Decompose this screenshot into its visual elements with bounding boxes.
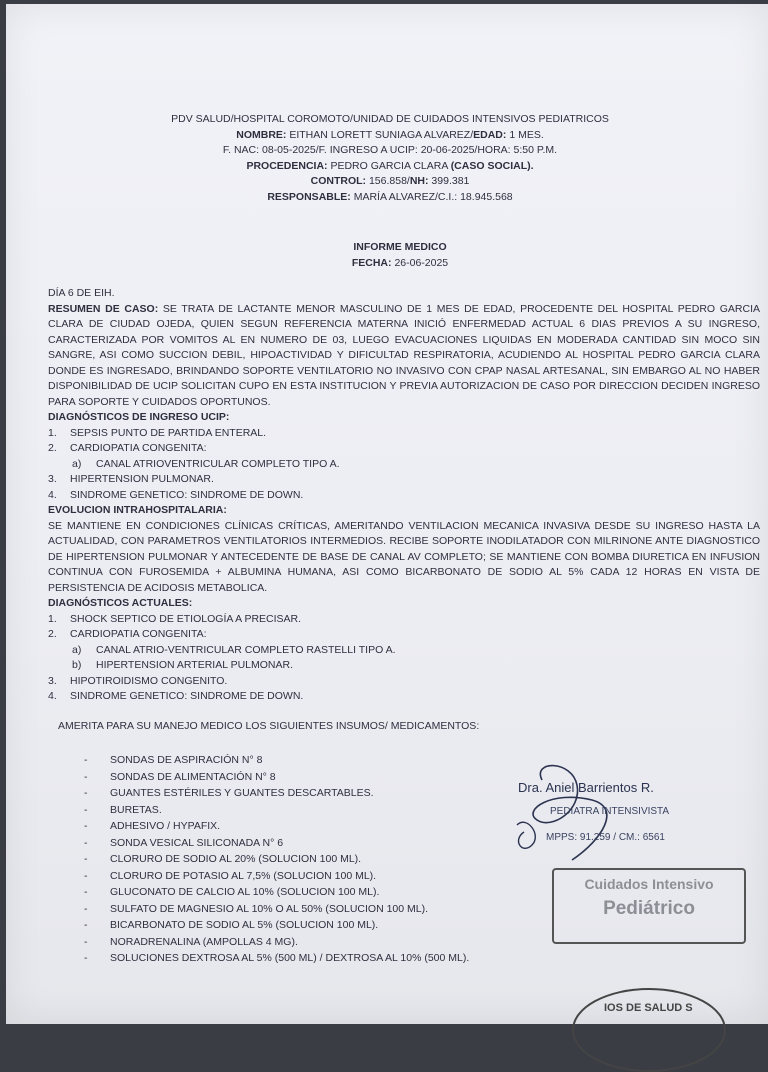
list-item: 4. SINDROME GENETICO: SINDROME DE DOWN. <box>48 488 304 501</box>
seal-text: IOS DE SALUD S <box>604 1002 693 1014</box>
list-item: 1. SEPSIS PUNTO DE PARTIDA ENTERAL. <box>48 426 267 439</box>
fecha-value: 26-06-2025 <box>394 256 449 269</box>
control-line <box>150 174 630 190</box>
signature-role: PEDIATRA INTENSIVISTA <box>550 806 670 817</box>
stamp-line2: Pediátrico <box>603 898 695 919</box>
supply-item: - BICARBONATO DE SODIO AL 5% (SOLUCION 100 ML). <box>84 919 379 931</box>
sub-list-item: a) CANAL ATRIO-VENTRICULAR COMPLETO RASTELLI TIPO A. <box>72 643 396 656</box>
supply-item: - CLORURO DE POTASIO AL 7,5% (SOLUCION 100 ML). <box>84 869 377 882</box>
resumen-label: RESUMEN DE CASO: <box>48 302 159 315</box>
supply-item: - SONDAS DE ASPIRACIÓN N° 8 <box>84 754 263 766</box>
supply-item: - GUANTES ESTÉRILES Y GUANTES DESCARTABLES. <box>84 787 374 799</box>
control-value: 156.858/ <box>368 175 410 187</box>
supply-item: - GLUCONATO DE CALCIO AL 10% (SOLUCION 100 ML). <box>84 886 380 898</box>
sub-list-item: a) CANAL ATRIOVENTRICULAR COMPLETO TIPO A. <box>72 457 340 470</box>
nombre-label: NOMBRE: <box>236 128 287 141</box>
document-header <box>150 112 630 205</box>
supplies-list <box>84 752 530 967</box>
report-title: INFORME MEDICO <box>353 241 447 253</box>
report-body <box>48 286 760 734</box>
procedencia-extra: (CASO SOCIAL). <box>450 159 534 172</box>
procedencia-label: PROCEDENCIA: <box>246 159 328 172</box>
unit-stamp <box>552 868 746 944</box>
list-item: 2. CARDIOPATIA CONGENITA: <box>48 442 207 454</box>
stamp-line1: Cuidados Intensivo <box>584 876 714 892</box>
supply-item: - CLORURO DE SODIO AL 20% (SOLUCION 100 ML). <box>84 853 362 865</box>
supply-item: - SULFATO DE MAGNESIO AL 10% O AL 50% (SOLUCION 100 ML). <box>84 902 429 915</box>
nh-label: NH: <box>409 175 429 187</box>
supply-item: - ADHESIVO / HYPAFIX. <box>84 820 221 832</box>
list-item: 3. HIPOTIROIDISMO CONGENITO. <box>48 674 228 687</box>
official-seal <box>572 988 726 1072</box>
patient-name-line <box>150 128 630 144</box>
fecha-label: FECHA: <box>351 256 392 269</box>
dx-ingreso-label: DIAGNÓSTICOS DE INGRESO UCIP: <box>48 411 230 423</box>
procedencia-line <box>150 159 630 175</box>
dia-line: DÍA 6 DE EIH. <box>48 287 115 299</box>
evolucion-label: EVOLUCION INTRAHOSPITALARIA: <box>48 504 227 516</box>
list-item: 4. SINDROME GENETICO: SINDROME DE DOWN. <box>48 690 304 702</box>
responsable-line <box>150 190 630 206</box>
edad-label: EDAD: <box>473 128 507 141</box>
evolucion-paragraph: SE MANTIENE EN CONDICIONES CLÍNICAS CRÍTICAS, AMERITANDO VENTILACION MECANICA INVASIVA DESDE SU INGRESO HASTA LA ACTUALIDAD, CON PARAMETROS VENTILATORIOS INTERMEDIOS. RECIBE SOPORTE INODILATADOR CON MILRINONE ANTE DIAGNOSTICO DE HIPERTENSION PULMONAR Y ANTECEDENTE DE BASE DE CANAL AV COMPLETO; SE MANTIENE CON BOMBA DIURETICA EN INFUSION CONTINUA CON FUROSEMIDA + ALBUMINA HUMANA, ASI COMO BICARBONATO DE SODIO AL 5% CADA 12 HORAS EN VISTA DE PERSISTENCIA DE ACIDOSIS METABOLICA. <box>48 519 760 594</box>
report-title-block <box>300 240 500 271</box>
nh-value: 399.381 <box>431 175 470 187</box>
institution-line: PDV SALUD/HOSPITAL COROMOTO/UNIDAD DE CUIDADOS INTENSIVOS PEDIATRICOS <box>171 113 609 125</box>
dx-ingreso-list <box>48 426 760 504</box>
list-item: 3. HIPERTENSION PULMONAR. <box>48 473 214 485</box>
edad-value: 1 MES. <box>509 128 544 141</box>
nombre-value: EITHAN LORETT SUNIAGA ALVAREZ/ <box>289 128 474 141</box>
amerita-line: AMERITA PARA SU MANEJO MEDICO LOS SIGUIENTES INSUMOS/ MEDICAMENTOS: <box>58 719 480 732</box>
supply-item: - SONDAS DE ALIMENTACIÓN N° 8 <box>84 770 276 783</box>
procedencia-value: PEDRO GARCIA CLARA <box>330 159 448 172</box>
responsable-label: RESPONSABLE: <box>267 190 351 203</box>
control-label: CONTROL: <box>310 175 367 187</box>
supply-item: - SOLUCIONES DEXTROSA AL 5% (500 ML) / DEXTROSA AL 10% (500 ML). <box>84 952 470 964</box>
dates-line: F. NAC: 08-05-2025/F. INGRESO A UCIP: 20-06-2025/HORA: 5:50 P.M. <box>222 144 558 156</box>
report-date <box>300 256 500 272</box>
signature-name: Dra. Aniel Barrientos R. <box>518 780 654 795</box>
list-item: 2. CARDIOPATIA CONGENITA: <box>48 628 207 640</box>
dx-actuales-list <box>48 612 760 705</box>
supply-item: - BURETAS. <box>84 803 162 816</box>
dx-actuales-label: DIAGNÓSTICOS ACTUALES: <box>48 597 193 609</box>
resumen-paragraph <box>48 302 760 411</box>
supply-item: - SONDA VESICAL SILICONADA N° 6 <box>84 836 284 849</box>
responsable-value: MARÍA ALVAREZ/C.I.: 18.945.568 <box>353 190 513 203</box>
sub-list-item: b) HIPERTENSION ARTERIAL PULMONAR. <box>72 659 294 671</box>
resumen-text: SE TRATA DE LACTANTE MENOR MASCULINO DE 1 MES DE EDAD, PROCEDENTE DEL HOSPITAL PEDRO GARCIA CLARA DE CIUDAD OJEDA, QUIEN SEGUN REFERENCIA MATERNA INICIÓ ENFERMEDAD ACTUAL 6 DIAS PREVIOS A SU INGRESO, CARACTERIZADA POR VOMITOS AL EN NUMERO DE 03, LUEGO EVACUACIONES LIQUIDAS EN MODERADA CANTIDAD SIN MOCO SIN SANGRE, ASI COMO SUCCION DEBIL, HIPOACTIVIDAD Y DIFICULTAD RESPIRATORIA, ACUDIENDO AL HOSPITAL PEDRO GARCIA CLARA DONDE ES INGRESADO, BRINDANDO SOPORTE VENTILATORIO NO INVASIVO CON CPAP NASAL ARTESANAL, SIN EMBARGO AL NO HABER DISPONIBILIDAD DE UCIP SOLICITAN CUPO EN ESTA INSTITUCION Y PREVIA AUTORIZACION DE CASO POR DIRECCION DECIDEN INGRESO PARA SOPORTE Y CUIDADOS OPORTUNOS. <box>48 302 760 408</box>
supply-item: - NORADRENALINA (AMPOLLAS 4 MG). <box>84 935 298 948</box>
list-item: 1. SHOCK SEPTICO DE ETIOLOGÍA A PRECISAR. <box>48 612 302 625</box>
signature-block <box>512 760 742 950</box>
signature-mpps: MPPS: 91.259 / CM.: 6561 <box>546 832 665 843</box>
